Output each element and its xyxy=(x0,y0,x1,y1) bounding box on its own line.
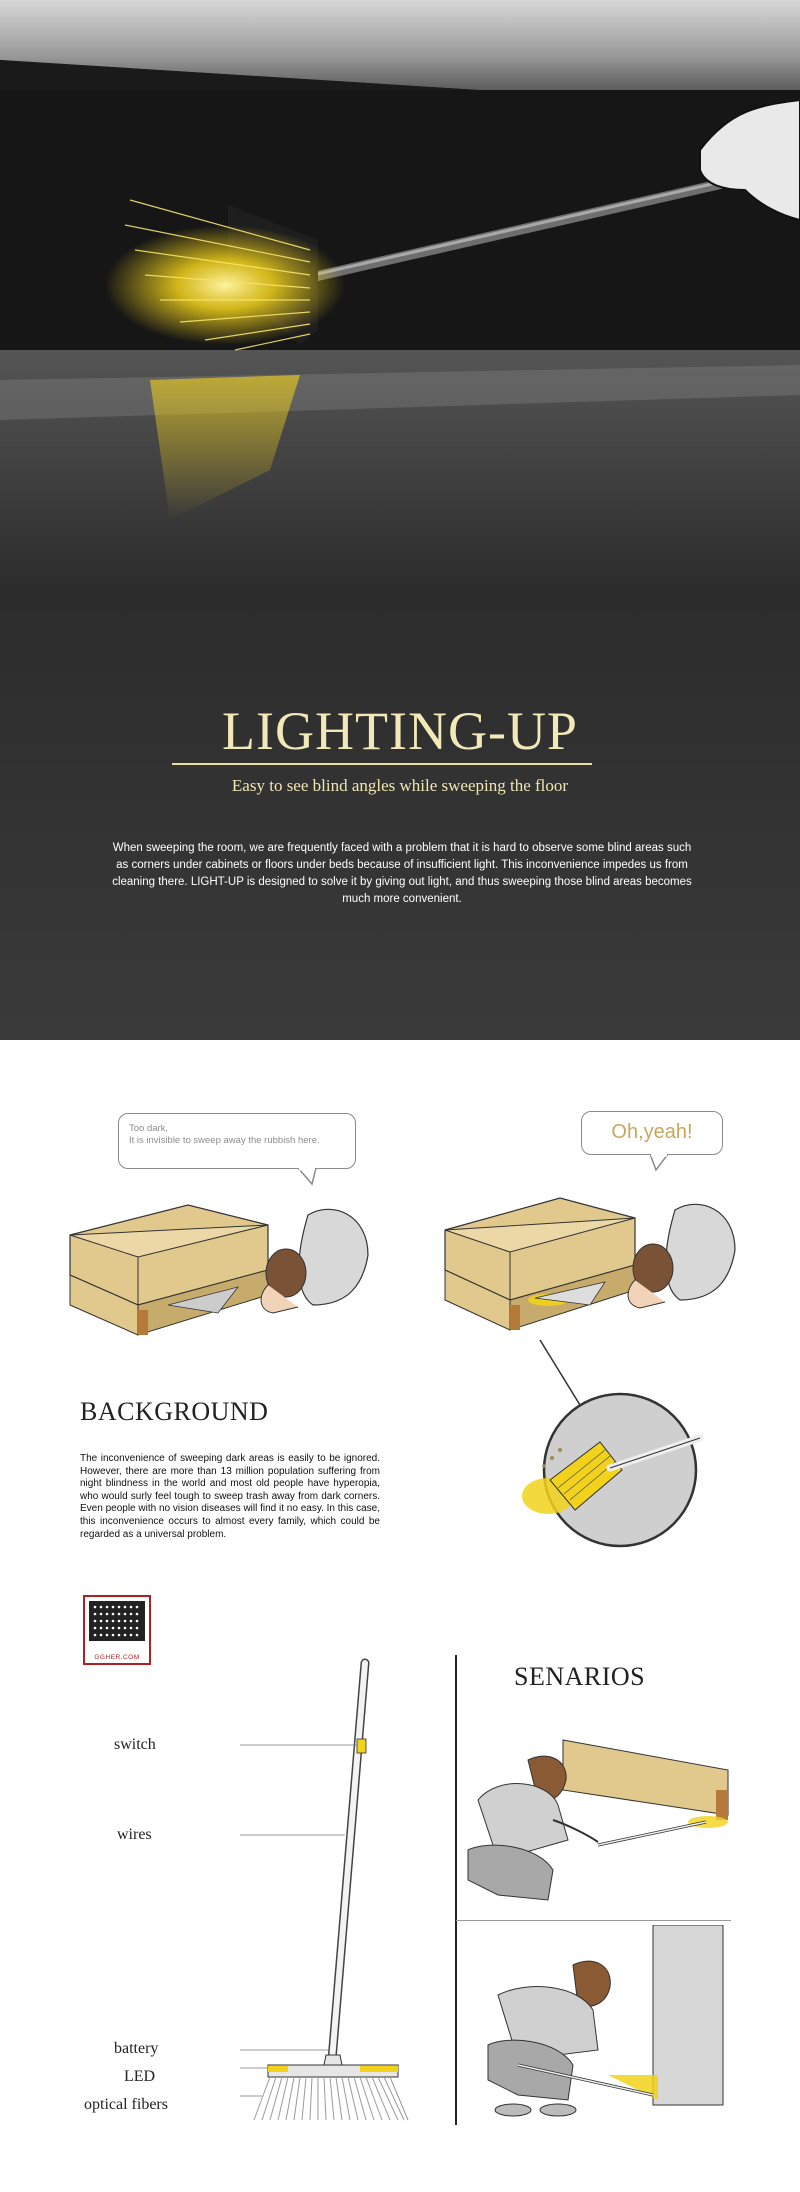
illustration-lit-under-cabinet xyxy=(440,1190,740,1335)
zoom-callout-lit-bristles xyxy=(500,1320,740,1550)
bubble-text-line1: Too dark, xyxy=(129,1123,169,1134)
label-wires: wires xyxy=(117,1826,152,1843)
logo-dot-grid xyxy=(85,1597,149,1647)
logo-text: GGHER.COM xyxy=(94,1654,140,1661)
background-body: The inconvenience of sweeping dark areas is easily to be ignored. However, there are more than 13 million population suffering from night blindness in the world and most old people have hyperopia, who would surly feel tough to sweep trash away from dark corners. Even people with no vision diseases will find it no easy. In this case, this inconvenience occurs to almost every family, which could be regarded as a universal problem. xyxy=(80,1453,380,1540)
hero-title-underline xyxy=(172,763,592,765)
background-heading: BACKGROUND xyxy=(80,1397,269,1426)
label-battery: battery xyxy=(114,2040,159,2057)
speech-bubble-oh-yeah: Oh,yeah! xyxy=(581,1111,723,1155)
broom-structure-diagram xyxy=(240,1655,420,2125)
hero-title: LIGHTING-UP xyxy=(222,701,578,761)
hero-subtitle: Easy to see blind angles while sweeping the floor xyxy=(231,776,569,795)
bubble-tail-right xyxy=(650,1154,670,1172)
scenario-reaching-under-cabinet xyxy=(458,1925,730,2125)
speech-bubble-too-dark xyxy=(118,1113,356,1169)
label-optical-fibers: optical fibers xyxy=(84,2096,168,2113)
illustration-dark-under-cabinet xyxy=(68,1195,378,1340)
bubble-text-line2: It is invisible to sweep away the rubbish here. xyxy=(129,1135,320,1146)
bubble-tail-left xyxy=(298,1168,318,1186)
scenario-divider xyxy=(456,1920,731,1921)
label-switch: switch xyxy=(114,1736,156,1753)
section-divider xyxy=(455,1655,457,2125)
scenarios-heading: SENARIOS xyxy=(514,1662,646,1691)
scenario-crouching-under-sofa xyxy=(458,1730,730,1920)
hero-description: When sweeping the room, we are frequently faced with a problem that it is hard to observe some blind areas such as corners under cabinets or floors under beds because of insufficient light. This inconvenience impedes us from cleaning there. LIGHT-UP is designed to solve it by giving out light, and thus sweeping those blind areas becomes much more convenient. xyxy=(112,842,692,905)
ggher-logo xyxy=(83,1595,151,1665)
label-led: LED xyxy=(124,2068,156,2085)
hero-section xyxy=(0,0,800,1040)
